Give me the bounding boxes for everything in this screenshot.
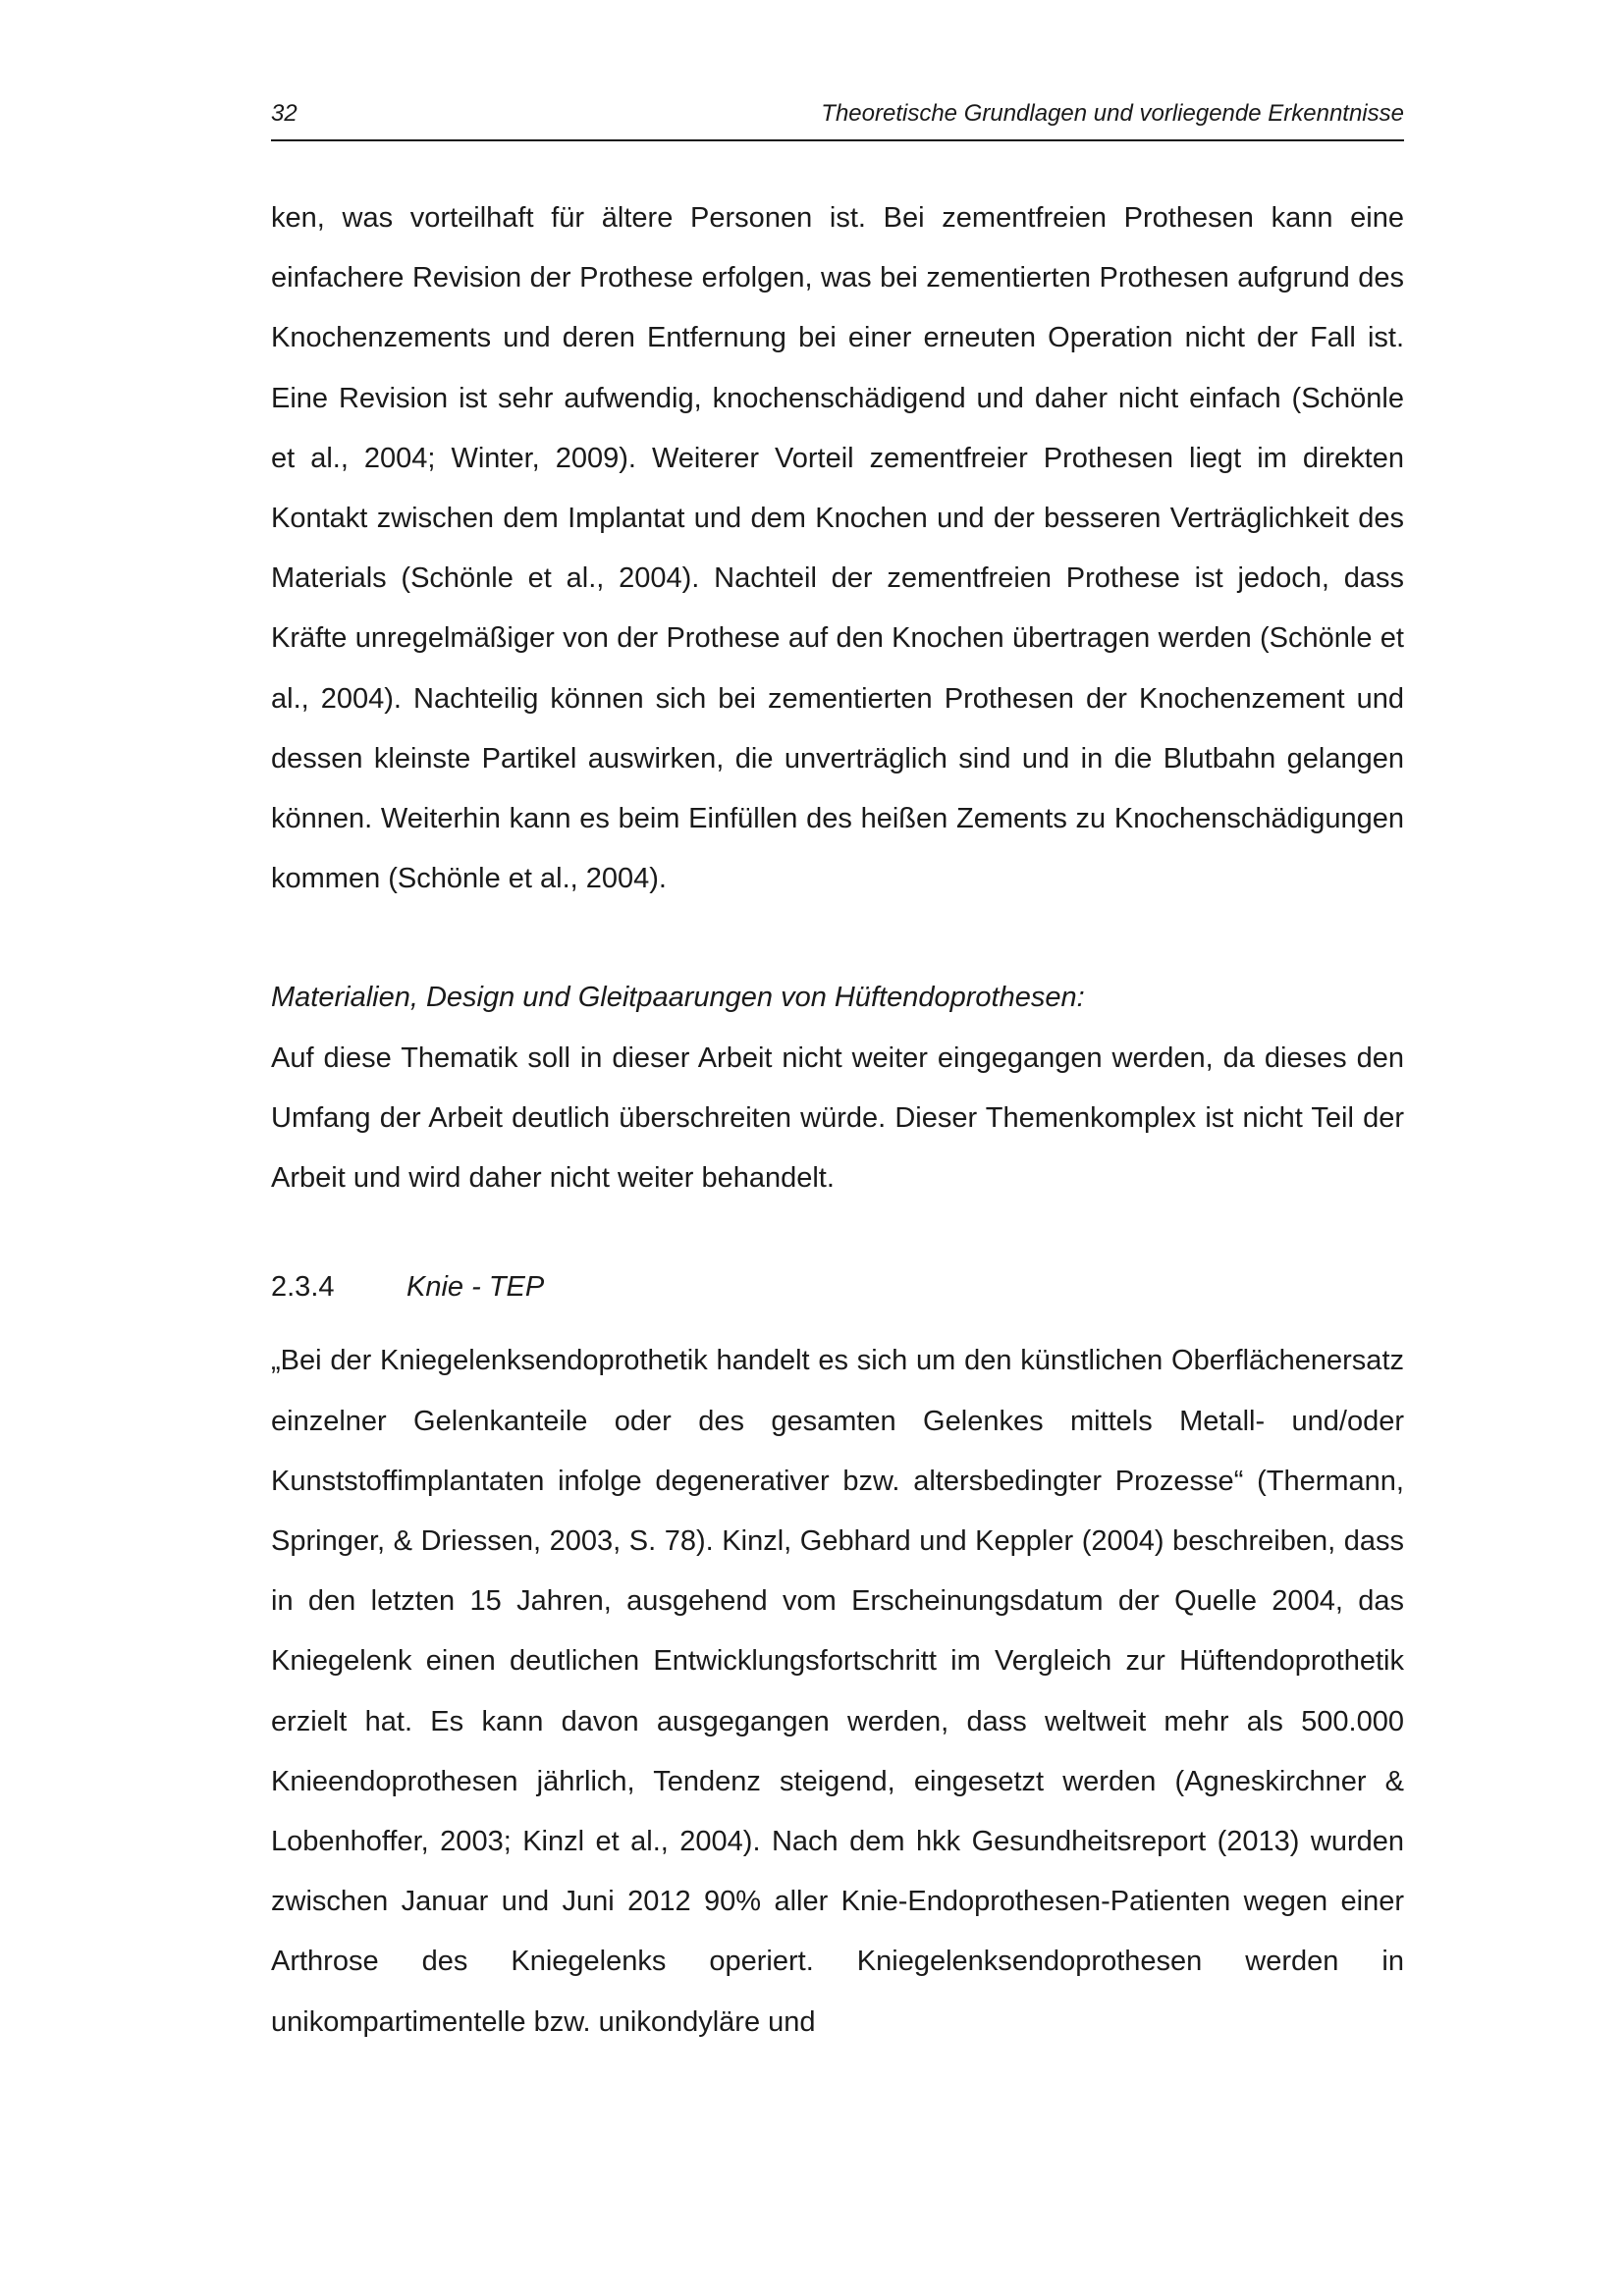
page-header bbox=[271, 96, 1404, 141]
materials-subheading: Materialien, Design und Gleitpaarungen von Hüftendoprothesen: bbox=[271, 982, 1085, 1014]
section-heading bbox=[271, 1257, 1404, 1317]
running-title: Theoretische Grundlagen und vorliegende Erkenntnisse bbox=[821, 100, 1404, 127]
paragraph-knee-tep: „Bei der Kniegelenksendoprothetik handelt es sich um den künstlichen Oberflächenersatz einzelner Gelenkanteile oder des gesamten Gelenkes mittels Metall- und/oder Kunststoffimplantaten infolge degenerativer bzw. altersbedingter Prozesse“ (Thermann, Springer, & Driessen, 2003, S. 78). Kinzl, Gebhard und Keppler (2004) beschreiben, dass in den letzten 15 Jahren, ausgehend vom Erscheinungsdatum der Quelle 2004, das Kniegelenk einen deutlichen Entwicklungsfortschritt im Vergleich zur Hüftendoprothetik erzielt hat. Es kann davon ausgegangen werden, dass weltweit mehr als 500.000 Knieendoprothesen jährlich, Tendenz steigend, eingesetzt werden (Agneskirchner & Lobenhoffer, 2003; Kinzl et al., 2004). Nach dem hkk Gesundheitsreport (2013) wurden zwischen Januar und Juni 2012 90% aller Knie-Endoprothesen-Patienten wegen einer Arthrose des Kniegelenks operiert. Kniegelenksendoprothesen werden in unikompartimentelle bzw. unikondyläre und bbox=[271, 1345, 1404, 2038]
page-body bbox=[271, 188, 1404, 2053]
paragraph-cement-comparison: ken, was vorteilhaft für ältere Personen ist. Bei zementfreien Prothesen kann eine einfachere Revision der Prothese erfolgen, was bei zementierten Prothesen aufgrund des Knochenzements und deren Entfernung bei einer erneuten Operation nicht der Fall ist. Eine Revision ist sehr aufwendig, knochenschädigend und daher nicht einfach (Schönle et al., 2004; Winter, 2009). Weiterer Vorteil zementfreier Prothesen liegt im direkten Kontakt zwischen dem Implantat und dem Knochen und der besseren Verträglichkeit des Materials (Schönle et al., 2004). Nachteil der zementfreien Prothese ist jedoch, dass Kräfte unregelmäßiger von der Prothese auf den Knochen übertragen werden (Schönle et al., 2004). Nachteilig können sich bei zementierten Prothesen der Knochenzement und dessen kleinste Partikel auswirken, die unverträglich sind und in die Blutbahn gelangen können. Weiterhin kann es beim Einfüllen des heißen Zements zu Knochenschädigungen kommen (Schönle et al., 2004). bbox=[271, 202, 1404, 895]
paragraph-materials: Auf diese Thematik soll in dieser Arbeit nicht weiter eingegangen werden, da dieses den Umfang der Arbeit deutlich überschreiten würde. Dieser Themenkomplex ist nicht Teil der Arbeit und wird daher nicht weiter behandelt. bbox=[271, 1041, 1404, 1195]
page-number: 32 bbox=[271, 100, 298, 127]
section-title: Knie - TEP bbox=[406, 1271, 545, 1304]
section-number: 2.3.4 bbox=[271, 1271, 335, 1304]
